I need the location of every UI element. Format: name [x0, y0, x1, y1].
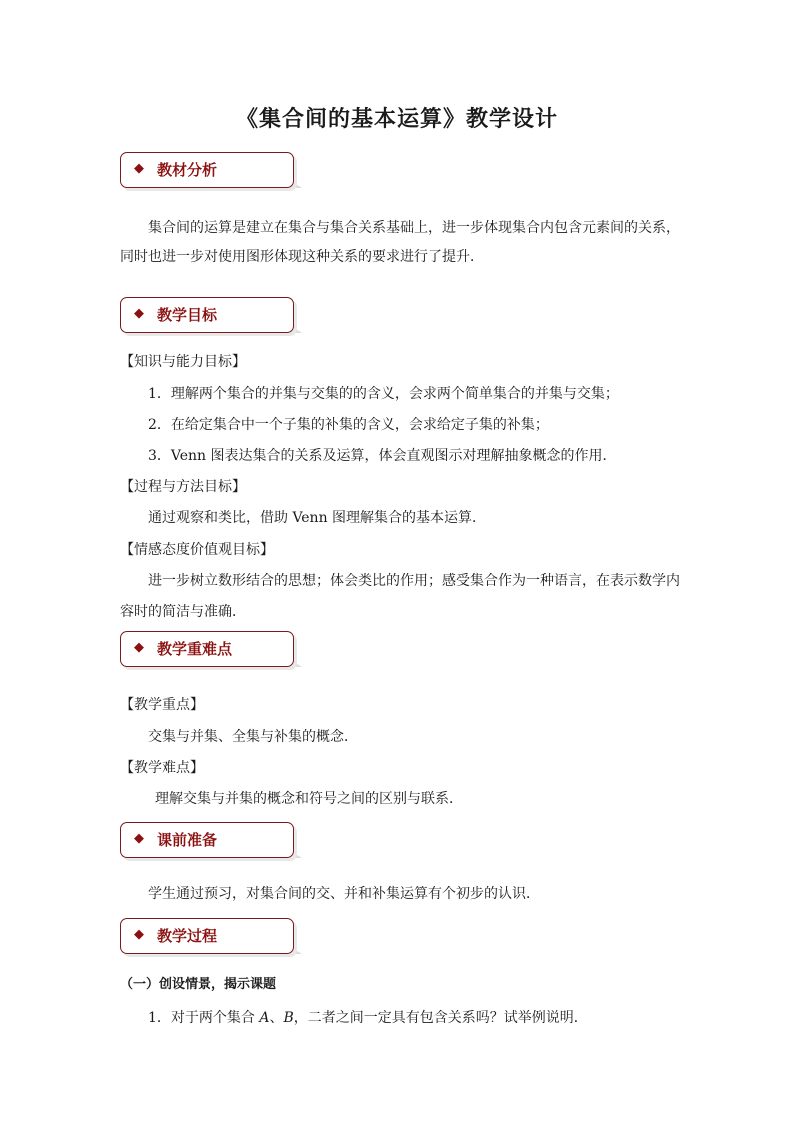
difficulty-heading: 【教学难点】: [120, 760, 204, 776]
process-goals-heading: 【过程与方法目标】: [120, 479, 246, 495]
section-label: 教学重难点: [157, 640, 233, 658]
focus-heading: 【教学重点】: [120, 697, 204, 713]
emotion-goals-heading: 【情感态度价值观目标】: [120, 542, 274, 558]
diamond-icon: ◆: [134, 161, 144, 176]
section-label: 教学目标: [157, 306, 218, 324]
section-header-analysis: [120, 152, 294, 188]
emotion-goal-line-1: 进一步树立数形结合的思想；体会类比的作用；感受集合作为一种语言，在表示数学内: [148, 573, 680, 589]
set-a: A: [259, 1010, 270, 1026]
section-header-process: [120, 918, 294, 954]
question-separator: 、: [269, 1010, 284, 1026]
process-goal-1: 通过观察和类比，借助 Venn 图理解集合的基本运算．: [148, 510, 487, 526]
prep-text: 学生通过预习，对集合间的交、并和补集运算有个初步的认识．: [148, 886, 540, 902]
document-title: 《集合间的基本运算》教学设计: [235, 106, 558, 132]
section-label: 课前准备: [157, 831, 218, 849]
process-question-1: [148, 1008, 588, 1028]
diamond-icon: ◆: [134, 831, 144, 846]
diamond-icon: ◆: [134, 640, 144, 655]
knowledge-goal-1: 1．理解两个集合的并集与交集的的含义，会求两个简单集合的并集与交集；: [148, 386, 619, 402]
analysis-line-1: 集合间的运算是建立在集合与集合关系基础上，进一步体现集合内包含元素间的关系，: [148, 220, 680, 236]
process-step-heading: （一）创设情景，揭示课题: [120, 977, 277, 992]
difficulty-text: 理解交集与并集的概念和符号之间的区别与联系．: [155, 791, 463, 807]
knowledge-goal-3: 3．Venn 图表达集合的关系及运算，体会直观图示对理解抽象概念的作用．: [148, 448, 617, 464]
question-prefix: 1．对于两个集合: [148, 1010, 255, 1026]
knowledge-goal-2: 2．在给定集合中一个子集的补集的含义，会求给定子集的补集；: [148, 417, 549, 433]
section-header-prep: [120, 822, 294, 858]
analysis-line-2: 同时也进一步对使用图形体现这种关系的要求进行了提升．: [120, 249, 484, 265]
section-header-keypoints: [120, 631, 294, 667]
section-label: 教材分析: [157, 161, 218, 179]
section-label: 教学过程: [157, 927, 218, 945]
diamond-icon: ◆: [134, 927, 144, 942]
knowledge-goals-heading: 【知识与能力目标】: [120, 354, 246, 370]
question-suffix: ，二者之间一定具有包含关系吗？试举例说明．: [293, 1010, 588, 1026]
diamond-icon: ◆: [134, 306, 144, 321]
focus-text: 交集与并集、全集与补集的概念．: [148, 729, 358, 745]
set-b: B: [283, 1010, 294, 1026]
section-header-goals: [120, 297, 294, 333]
emotion-goal-line-2: 容时的简洁与准确．: [120, 604, 246, 620]
